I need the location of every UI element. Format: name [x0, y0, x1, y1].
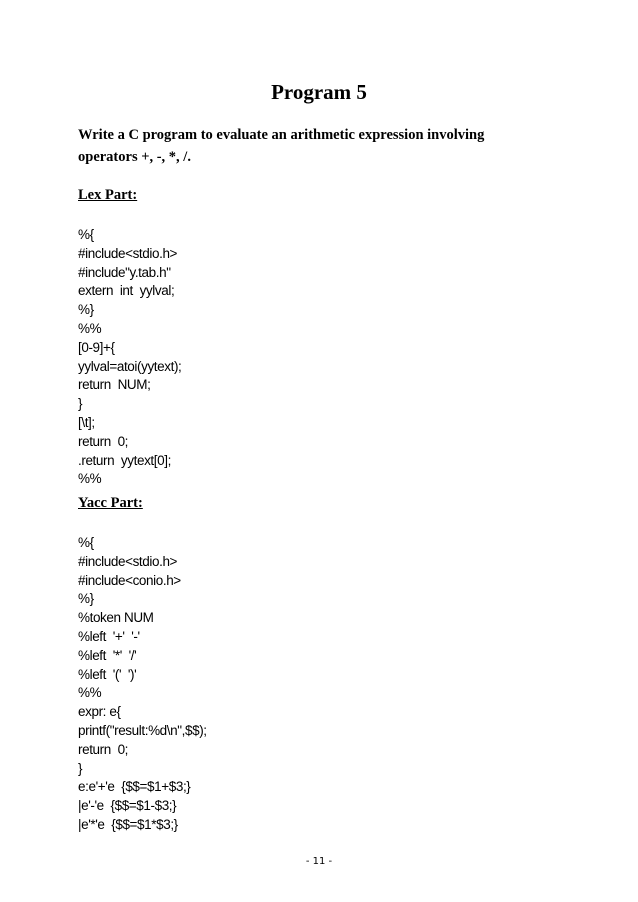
code-line: e:e'+'e {$$=$1+$3;}	[78, 779, 191, 795]
code-line: return NUM;	[78, 377, 151, 393]
code-line: %token NUM	[78, 610, 154, 626]
code-line: %{	[78, 535, 94, 550]
code-line: %%	[78, 685, 102, 701]
code-line: #include<stdio.h>	[78, 553, 178, 569]
code-line: extern int yylval;	[78, 283, 175, 299]
code-line: [0-9]+{	[78, 339, 115, 355]
code-line: %{	[78, 227, 94, 242]
task-line-1: Write a C program to evaluate an arithmetic expression involving	[78, 127, 485, 143]
lex-code-block	[78, 226, 181, 489]
code-line: #include<conio.h>	[78, 572, 181, 588]
code-line: }	[78, 760, 83, 776]
code-line: .return yytext[0];	[78, 452, 171, 468]
code-line: return 0;	[78, 433, 129, 449]
code-line: return 0;	[78, 741, 129, 757]
code-line: %left '(' ')'	[78, 666, 137, 682]
lex-section-heading: Lex Part:	[78, 187, 138, 203]
code-line: #include"y.tab.h"	[78, 264, 171, 280]
code-line: %}	[78, 302, 94, 318]
code-line: #include<stdio.h>	[78, 245, 178, 261]
code-line: %%	[78, 320, 102, 336]
yacc-section-heading: Yacc Part:	[78, 495, 143, 511]
task-description	[78, 124, 558, 168]
yacc-code-block	[78, 534, 207, 835]
code-line: }	[78, 396, 83, 412]
code-line: |e'-'e {$$=$1-$3;}	[78, 798, 177, 814]
code-line: |e'*'e {$$=$1*$3;}	[78, 816, 178, 832]
task-line-2: operators +, -, *, /.	[78, 149, 191, 165]
code-line: %left '*' '/'	[78, 647, 137, 663]
code-line: %left '+' '-'	[78, 628, 140, 644]
page-number: - 11 -	[305, 856, 333, 867]
code-line: %%	[78, 471, 102, 487]
code-line: [\t];	[78, 414, 95, 430]
code-line: expr: e{	[78, 704, 121, 720]
code-line: printf("result:%d\n",$$);	[78, 722, 207, 738]
page-title: Program 5	[271, 80, 367, 104]
code-line: %}	[78, 591, 94, 607]
code-line: yylval=atoi(yytext);	[78, 358, 182, 374]
